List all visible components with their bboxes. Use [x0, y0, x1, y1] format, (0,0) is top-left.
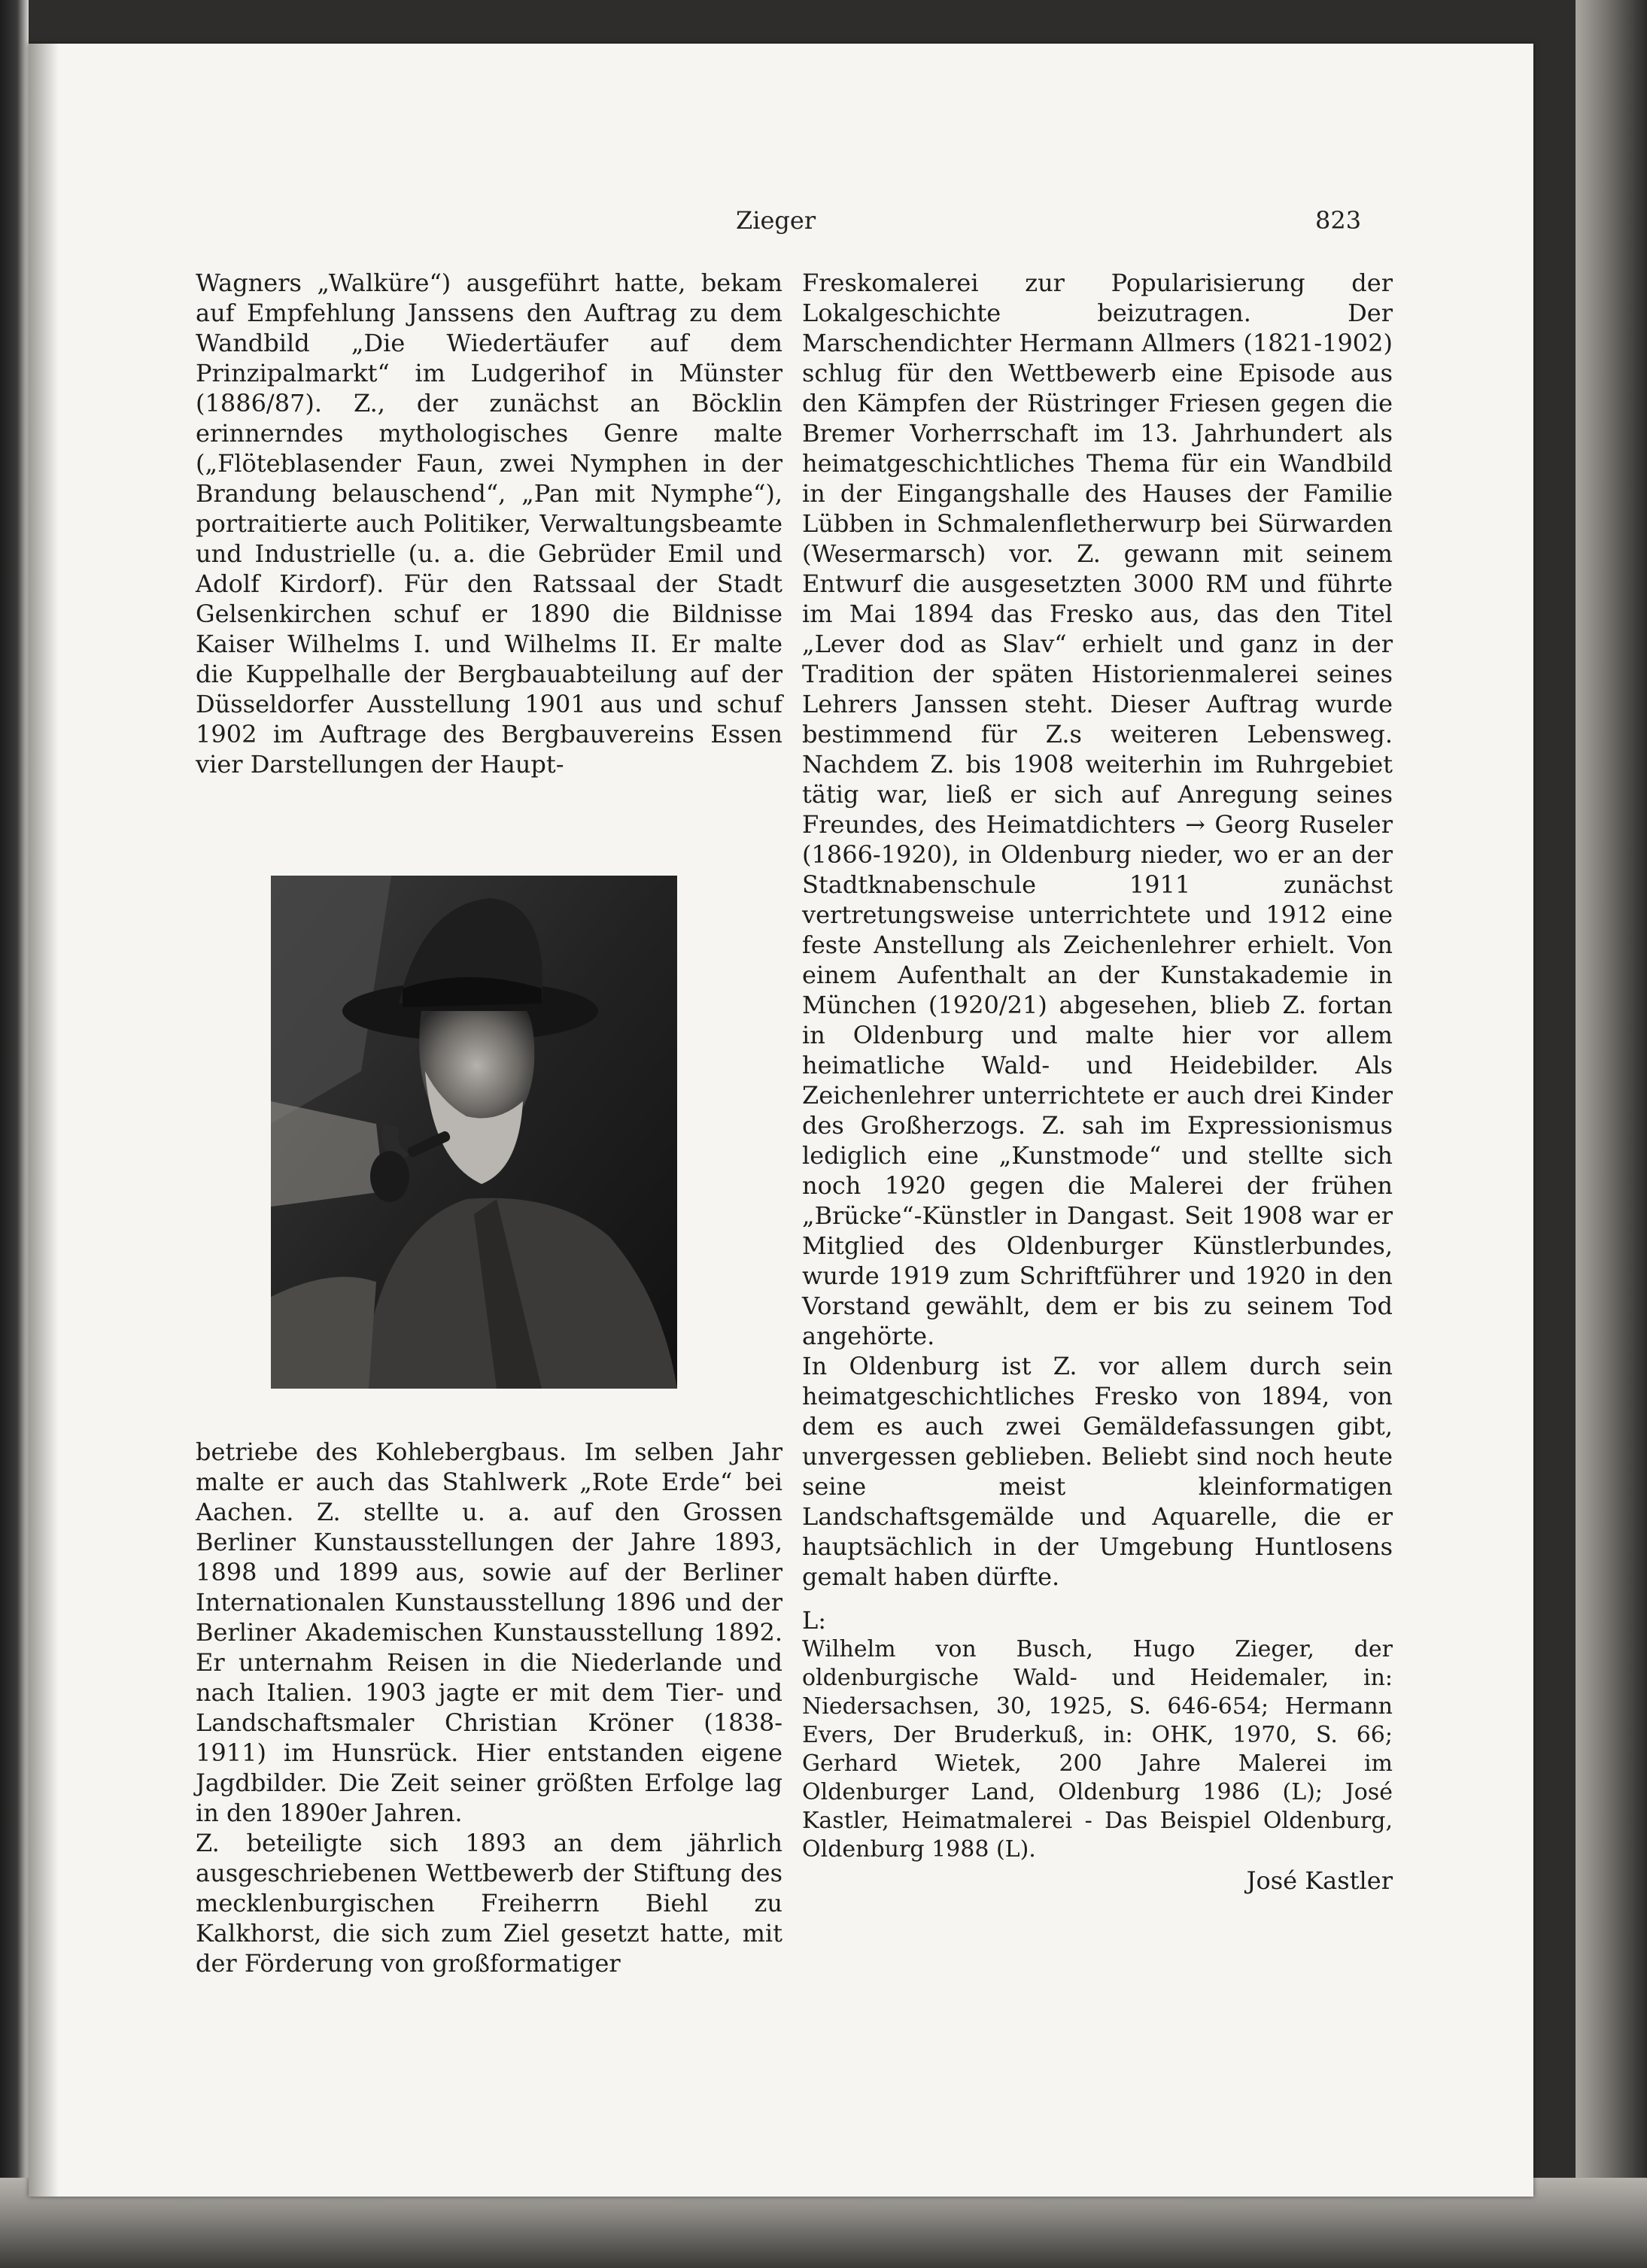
running-head: Zieger — [736, 206, 816, 235]
portrait-photo-image — [271, 876, 677, 1389]
author-signature: José Kastler — [1246, 1866, 1393, 1895]
portrait-photo — [271, 876, 677, 1389]
paragraph: betriebe des Kohlebergbaus. Im selben Jahr malte er auch das Stahlwerk „Rote Erde“ bei Aachen. Z. stellte u. a. auf den Grossen Berliner Kunstausstellungen der Jahre 1893, 1898 und 1899 aus, sowie auf der Berliner Internationalen Kunstausstellung 1896 und der Berliner Akademischen Kunstausstellung 1892. Er unternahm Reisen in die Niederlande und nach Italien. 1903 jagte er mit dem Tier- und Landschaftsmaler Christian Kröner (1838-1911) im Hunsrück. Hier entstanden eigene Jagdbilder. Die Zeit seiner größten Erfolge lag in den 1890er Jahren. — [196, 1438, 782, 1827]
paragraph: Wagners „Walküre“) ausgeführt hatte, bekam auf Empfehlung Janssens den Auftrag zu dem Wandbild „Die Wiedertäufer auf dem Prinzipalmarkt“ im Ludgerihof in Münster (1886/87). Z., der zunächst an Böcklin erinnerndes mythologisches Genre malte („Flöteblasender Faun, zwei Nymphen in der Brandung belauschend“, „Pan mit Nymphe“), portraitierte auch Politiker, Verwaltungsbeamte und Industrielle (u. a. die Gebrüder Emil und Adolf Kirdorf). Für den Ratssaal der Stadt Gelsenkirchen schuf er 1890 die Bildnisse Kaiser Wilhelms I. und Wilhelms II. Er malte die Kuppelhalle der Bergbauabteilung auf der Düsseldorfer Ausstellung 1901 aus und schuf 1902 im Auftrage des Bergbauvereins Essen vier Darstellungen der Haupt- — [196, 269, 782, 779]
gutter-shadow — [29, 44, 59, 2197]
paragraph: In Oldenburg ist Z. vor allem durch sein heimatgeschichtliches Fresko von 1894, von dem es auch zwei Gemäldefassungen gibt, unvergessen geblieben. Beliebt sind noch heute seine meist kleinformatigen Landschaftsgemälde und Aquarelle, die er hauptsächlich in der Umgebung Huntlosens gemalt haben dürfte. — [802, 1352, 1393, 1591]
page-number: 823 — [1315, 206, 1362, 235]
left-column-top — [196, 268, 782, 779]
book-gutter-left — [0, 0, 29, 2268]
left-column-bottom — [196, 1437, 782, 1978]
right-column — [802, 268, 1393, 1896]
paragraph: Freskomalerei zur Popularisierung der Lokalgeschichte beizutragen. Der Marschendichter Hermann Allmers (1821-1902) schlug für den Wettbewerb eine Episode aus den Kämpfen der Rüstringer Friesen gegen die Bremer Vorherrschaft im 13. Jahrhundert als heimatgeschichtliches Thema für ein Wandbild in der Eingangshalle des Hauses der Familie Lübben in Schmalenfletherwurp bei Sürwarden (Wesermarsch) vor. Z. gewann mit seinem Entwurf die ausgesetzten 3000 RM und führte im Mai 1894 das Fresko aus, das den Titel „Lever dod as Slav“ erhielt und ganz in der Tradition der späten Historienmalerei seines Lehrers Janssen steht. Dieser Auftrag wurde bestimmend für Z.s weiteren Lebensweg. Nachdem Z. bis 1908 weiterhin im Ruhrgebiet tätig war, ließ er sich auf Anregung seines Freundes, des Heimatdichters → Georg Ruseler (1866-1920), in Oldenburg nieder, wo er an der Stadtknabenschule 1911 zunächst vertretungsweise unterrichtete und 1912 eine feste Anstellung als Zeichenlehrer erhielt. Von einem Aufenthalt an der Kunstakademie in München (1920/21) abgesehen, blieb Z. fortan in Oldenburg und malte hier vor allem heimatliche Wald- und Heidebilder. Als Zeichenlehrer unterrichtete er auch drei Kinder des Großherzogs. Z. sah im Expressionismus lediglich eine „Kunstmode“ und stellte sich noch 1920 gegen die Malerei der frühen „Brücke“-Künstler in Dangast. Seit 1908 war er Mitglied des Oldenburger Künstlerbundes, wurde 1919 zum Schriftführer und 1920 in den Vorstand gewählt, dem er bis zu seinem Tod angehörte. — [802, 269, 1393, 1350]
page-header — [29, 206, 1533, 251]
book-edge-right — [1576, 0, 1647, 2268]
paragraph: Z. beteiligte sich 1893 an dem jährlich ausgeschriebenen Wettbewerb der Stiftung des mecklenburgischen Freiherrn Biehl zu Kalkhorst, die sich zum Ziel gesetzt hatte, mit der Förderung von großformatiger — [196, 1829, 782, 1978]
literature-label: L: — [802, 1606, 827, 1635]
page — [29, 44, 1533, 2197]
literature-text: Wilhelm von Busch, Hugo Zieger, der oldenburgische Wald- und Heidemaler, in: Niedersachsen, 30, 1925, S. 646-654; Hermann Evers, Der Bruderkuß, in: OHK, 1970, S. 66; Gerhard Wietek, 200 Jahre Malerei im Oldenburger Land, Oldenburg 1986 (L); José Kastler, Heimatmalerei - Das Beispiel Oldenburg, Oldenburg 1988 (L). — [802, 1636, 1393, 1863]
